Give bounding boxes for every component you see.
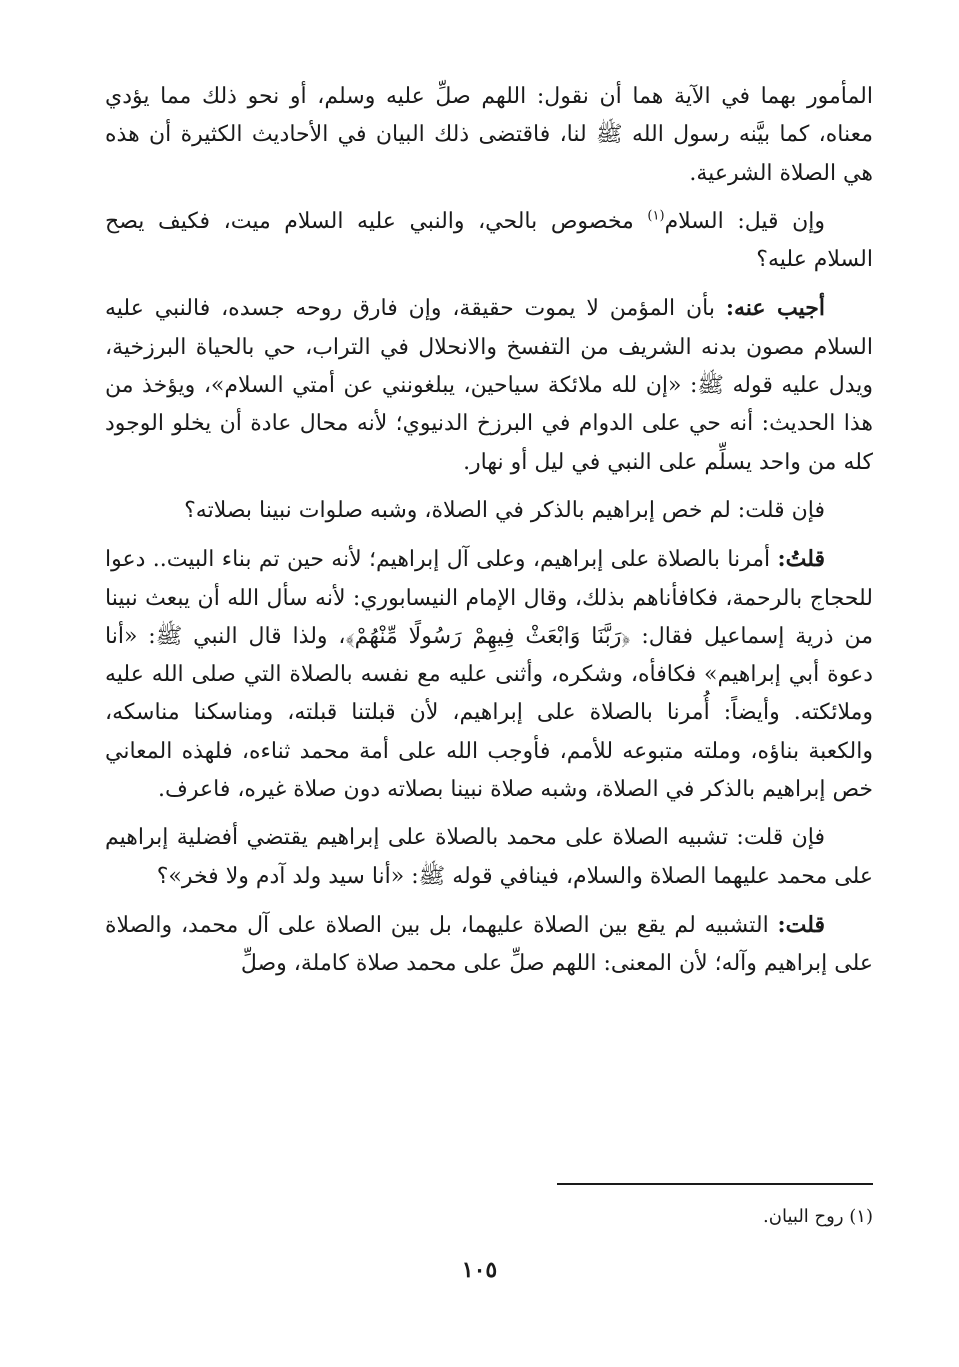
paragraph-4-text: فإن قلت: لم خص إبراهيم بالذكر في الصلاة، وشبه صلوات نبينا بصلاته؟: [184, 497, 825, 523]
footnote-divider: [557, 1183, 873, 1185]
paragraph-2-text-after: مخصوص بالحي، والنبي عليه السلام ميت، فكيف يصح السلام عليه؟: [105, 208, 873, 273]
paragraph-6-text: فإن قلت: تشبيه الصلاة على محمد بالصلاة على إبراهيم يقتضي أفضلية إبراهيم على محمد عليهما الصلاة والسلام، فينافي قوله ﷺ: «أنا سيد ولد آدم ولا فخر»؟: [105, 825, 873, 889]
footnote-text: روح البيان.: [763, 1206, 844, 1227]
paragraph-5-lead: قلتُ:: [777, 546, 825, 573]
footnote-marker: (١): [849, 1206, 873, 1227]
footnote-reference[interactable]: (١): [647, 208, 665, 224]
paragraph-7-text: التشبيه لم يقع بين الصلاة عليهما، بل بين الصلاة على آل محمد، والصلاة على إبراهيم وآله؛ لأن المعنى: اللهم صلِّ على محمد صلاة كاملة، وصلِّ: [105, 912, 873, 977]
paragraph-5: [105, 540, 873, 809]
page-number: ١٠٥: [461, 1257, 498, 1283]
paragraph-4: [105, 492, 873, 530]
paragraph-6: [105, 819, 873, 896]
paragraph-3-text: بأن المؤمن لا يموت حقيقة، وإن فارق روحه جسده، فالنبي عليه السلام مصون بدنه الشريف من التفسخ والانحلال في التراب، حي بالحياة البرزخية، ويدل عليه قوله ﷺ: «إن لله ملائكة سياحين، يبلغونني عن أمتي السلام»، ويؤخذ من هذا الحديث: أنه حي على الدوام في البرزخ الدنيوي؛ لأنه محال عادة أن يخلو الوجود كله من واحد يسلِّم على النبي في ليل أو نهار.: [105, 296, 873, 475]
paragraph-2-text-before: وإن قيل: السلام: [664, 208, 826, 234]
paragraph-5-text: أمرنا بالصلاة على إبراهيم، وعلى آل إبراهيم؛ لأنه حين تم بناء البيت.. دعوا للحجاج بالرحمة، فكافأناهم بذلك، وقال الإمام النيسابوري: لأنه سأل الله أن يبعث نبينا من ذرية إسماعيل فقال: ﴿رَبَّنَا وَابْعَثْ فِيهِمْ رَسُولًا مِّنْهُمْ﴾، ولذا قال النبي ﷺ: «أنا دعوة أبي إبراهيم» فكافأه، وشكره، وأثنى عليه مع نفسه بالصلاة التي صلى الله عليه وملائكته. وأيضاً: أُمرنا بالصلاة على إبراهيم، لأن قبلتنا قبلته، ومناسكنا مناسكه، والكعبة بناؤه، وملته متبوعه للأمم، فأوجب الله على أمة محمد ثناءه، فلهذه المعاني خص إبراهيم بالذكر في الصلاة، وشبه صلاة نبينا بصلاته دون صلاة غيره، فاعرف.: [105, 547, 873, 803]
paragraph-7-lead: قلت:: [777, 911, 825, 938]
paragraph-3-lead: أجيب عنه:: [725, 295, 825, 322]
paragraph-1: [105, 78, 873, 193]
paragraph-1-text: المأمور بهما في الآية هما أن نقول: اللهم صلِّ عليه وسلم، أو نحو ذلك مما يؤدي معناه، كما بيَّنه رسول الله ﷺ لنا، فاقتضى ذلك البيان في الأحاديث الكثيرة أن هذه هي الصلاة الشرعية.: [105, 84, 873, 186]
page-body: [105, 78, 873, 994]
paragraph-7: [105, 906, 873, 984]
paragraph-2: [105, 203, 873, 280]
paragraph-3: [105, 289, 873, 481]
footnote: [105, 1202, 873, 1232]
